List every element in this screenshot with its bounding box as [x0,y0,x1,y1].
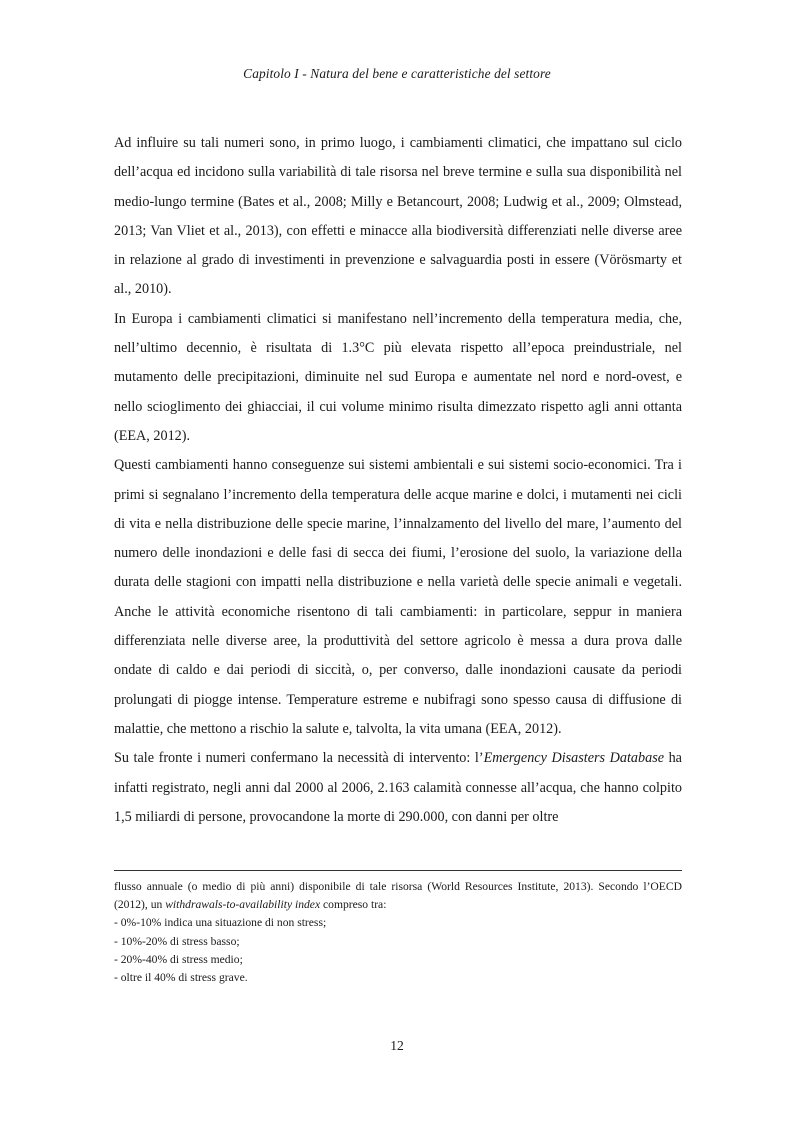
paragraph-europe: In Europa i cambiamenti climatici si manifestano nell’incremento della temperatura media, che, nell’ultimo decennio, è risultata di 1.3°C più elevata rispetto all’epoca preindustriale, nel mutamento delle precipitazioni, diminuite nel sud Europa e aumentate nel nord e nord-ovest, e nello scioglimento dei ghiacciai, il cui volume minimo risulta dimezzato rispetto agli anni ottanta (EEA, 2012). [114,310,682,444]
main-text [114,129,682,832]
footnote-separator [114,870,682,871]
footnote-text-start: flusso annuale (o medio di più anni) disponibile di tale risorsa (World Resources Institute, 2013). Secondo l’OECD (2012), un [114,880,682,912]
paragraph-climate-change: Ad influire su tali numeri sono, in primo luogo, i cambiamenti climatici, che impattano sul ciclo dell’acqua ed incidono sulla variabilità di tale risorsa nel breve termine e sulla sua disponibilità nel medio-lungo termine (Bates et al., 2008; Milly e Betancourt, 2008; Ludwig et al., 2009; Olmstead, 2013; Van Vliet et al., 2013), con effetti e minacce alla biodiversità differenziati nelle diverse aree in relazione al grado di investimenti in prevenzione e salvaguardia posti in essere (Vörösmarty et al., 2010). [114,135,682,298]
paragraph-numbers-start: Su tale fronte i numeri confermano la necessità di intervento: l’ [114,750,484,767]
footnote-text-end: compreso tra: [320,898,387,912]
footnote-list-item: - oltre il 40% di stress grave. [114,971,248,985]
paragraph-numbers [114,744,682,832]
footnote-list-item: - 10%-20% di stress basso; [114,934,240,948]
paragraph-numbers-end: ha infatti registrato, negli anni dal 2000 al 2006, 2.163 calamità connesse all’acqua, che hanno colpito 1,5 miliardi di persone, provocandone la morte di 290.000, con danni per oltre [114,750,682,825]
footnote [114,878,682,987]
footnote-list [114,914,682,987]
running-header: Capitolo I - Natura del bene e caratteristiche del settore [243,66,551,81]
footnote-list-item: - 0%-10% indica una situazione di non stress; [114,916,327,930]
database-name: Emergency Disasters Database [483,750,665,767]
footnote-index-name: withdrawals-to-availability index [165,898,321,912]
page-number: 12 [390,1038,404,1053]
footnote-list-item: - 20%-40% di stress medio; [114,952,243,966]
paragraph-consequences: Questi cambiamenti hanno conseguenze sui sistemi ambientali e sui sistemi socio-economici. Tra i primi si segnalano l’incremento della temperatura delle acque marine e dolci, i mutamenti nei cicli di vita e nella distribuzione delle specie marine, l’innalzamento del livello del mare, l’aumento del numero delle inondazioni e delle fasi di secca dei fiumi, l’erosione del suolo, la variazione della durata delle stagioni con impatti nella distribuzione e nella varietà delle specie animali e vegetali. Anche le attività economiche risentono di tali cambiamenti: in particolare, seppur in maniera differenziata nelle diverse aree, la produttività del settore agricolo è messa a dura prova dalle ondate di caldo e dai periodi di siccità, o, per converso, dalle inondazioni causate da periodi prolungati di piogge intense. Temperature estreme e nubifragi sono spesso causa di diffusione di malattie, che mettono a rischio la salute e, talvolta, la vita umana (EEA, 2012). [114,457,682,737]
footnote-text [114,878,682,914]
